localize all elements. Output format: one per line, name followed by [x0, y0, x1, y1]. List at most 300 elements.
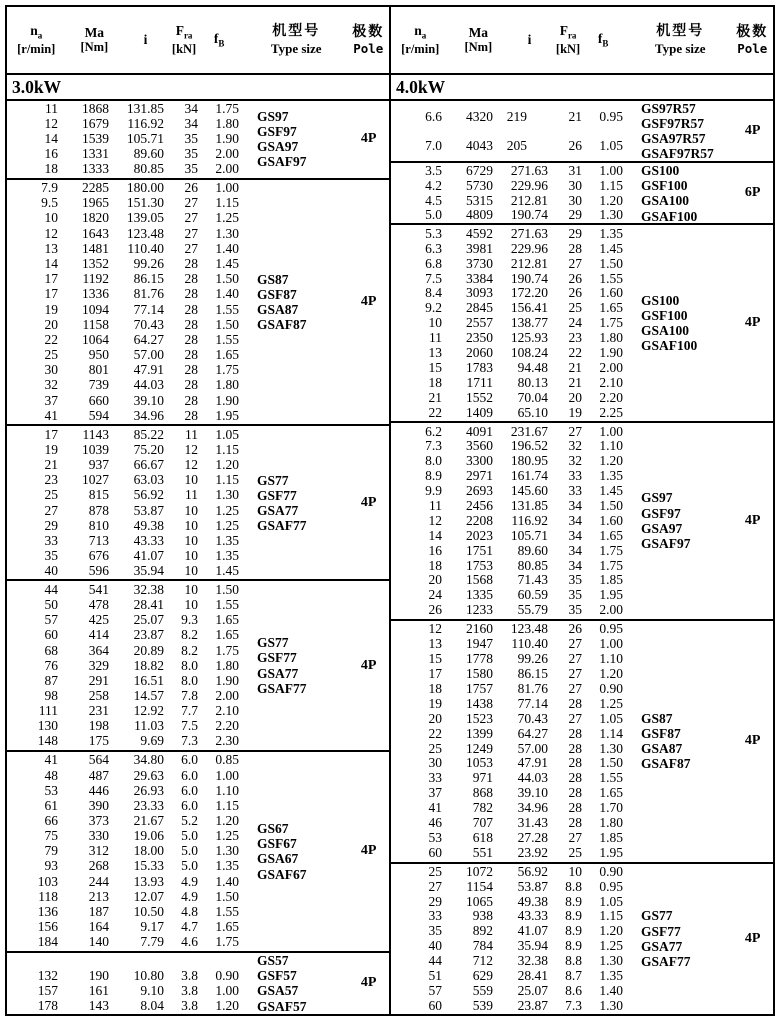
cell-fb: 1.75 — [599, 315, 623, 331]
cell-fra: 34 — [568, 527, 582, 543]
table-row — [7, 582, 247, 597]
cell-fb: 1.25 — [215, 210, 239, 226]
cell-fra: 10 — [184, 547, 198, 563]
cell-i: 145.60 — [510, 483, 548, 499]
col-header-fb — [201, 31, 245, 49]
type-size-label: GSAF77 — [257, 518, 307, 534]
type-size-list — [631, 621, 732, 862]
cell-na: 8.4 — [425, 285, 442, 301]
cell-i: 47.91 — [517, 755, 548, 771]
cell-na: 40 — [428, 938, 442, 954]
cell-i: 27.28 — [517, 830, 548, 846]
cell-fra: 28 — [568, 240, 582, 256]
table-row — [391, 879, 631, 894]
cell-i: 43.33 — [133, 532, 164, 548]
table-row — [7, 317, 247, 332]
cell-fra: 4.9 — [181, 888, 198, 904]
cell-ma: 3730 — [466, 255, 493, 271]
cell-fra: 8.9 — [565, 923, 582, 939]
cell-ma: 810 — [88, 517, 109, 533]
cell-na: 7.5 — [425, 270, 442, 286]
cell-fra: 12 — [184, 442, 198, 458]
cell-fb: 1.40 — [599, 982, 623, 998]
cell-i: 75.20 — [133, 442, 164, 458]
cell-fra: 33 — [568, 483, 582, 499]
cell-na: 6.2 — [425, 423, 442, 439]
cell-i: 116.92 — [511, 512, 548, 528]
cell-fra: 20 — [568, 389, 582, 405]
cell-na: 15 — [428, 651, 442, 667]
col-header-na-unit: [r/min] — [17, 41, 56, 56]
cell-fra: 8.8 — [565, 878, 582, 894]
table-row — [391, 573, 631, 588]
table-row — [391, 256, 631, 271]
cell-fb: 1.45 — [599, 240, 623, 256]
cell-i: 49.38 — [133, 517, 164, 533]
cell-na: 87 — [44, 672, 58, 688]
cell-ma: 5730 — [466, 178, 493, 194]
cell-fb: 2.00 — [599, 359, 623, 375]
cell-ma: 660 — [88, 392, 109, 408]
cell-fra: 4.8 — [181, 903, 198, 919]
cell-fb: 1.90 — [215, 131, 239, 147]
cell-fra: 35 — [184, 161, 198, 177]
col-header-na — [391, 23, 444, 56]
table-row — [7, 829, 247, 844]
table-row — [7, 488, 247, 503]
table-row — [391, 954, 631, 969]
table-row — [391, 301, 631, 316]
cell-fra: 12 — [184, 457, 198, 473]
table-row — [391, 968, 631, 983]
cell-i: 12.07 — [133, 888, 164, 904]
type-size-label: GS87 — [257, 271, 289, 287]
cell-ma: 564 — [88, 752, 109, 768]
table-row — [391, 469, 631, 484]
type-size-label: GS97 — [257, 108, 289, 124]
cell-ma: 425 — [88, 612, 109, 628]
cell-fb: 1.55 — [215, 301, 239, 317]
cell-na: 14 — [428, 527, 442, 543]
cell-na: 6.3 — [425, 240, 442, 256]
table-row — [7, 969, 247, 984]
cell-ma: 161 — [88, 982, 109, 998]
type-size-label: GSF77 — [257, 487, 297, 503]
table-row — [7, 563, 247, 578]
cell-na: 6.6 — [425, 108, 442, 124]
col-header-fb-symbol: $f_B$ — [597, 30, 609, 49]
cell-na: 10 — [44, 210, 58, 226]
cell-i: 26.93 — [133, 782, 164, 798]
cell-na: 33 — [44, 532, 58, 548]
cell-fb: 1.40 — [215, 873, 239, 889]
cell-i: 89.60 — [517, 542, 548, 558]
cell-ma: 1335 — [466, 587, 493, 603]
rating-block — [391, 225, 773, 423]
cell-na: 51 — [428, 967, 442, 983]
cell-fb: 1.85 — [599, 572, 623, 588]
cell-fb: 1.35 — [215, 547, 239, 563]
cell-i: 172.20 — [510, 285, 548, 301]
cell-fb: 0.95 — [599, 621, 623, 637]
cell-i: 77.14 — [517, 695, 548, 711]
cell-ma: 3093 — [466, 285, 493, 301]
cell-na: 53 — [44, 782, 58, 798]
type-size-list — [631, 225, 732, 421]
cell-fb: 1.05 — [599, 893, 623, 909]
cell-ma: 1409 — [466, 404, 493, 420]
cell-ma: 175 — [88, 733, 109, 749]
cell-fra: 7.3 — [565, 997, 582, 1013]
cell-na: 17 — [428, 665, 442, 681]
cell-fra: 27 — [568, 423, 582, 439]
table-row — [7, 889, 247, 904]
cell-fb: 1.55 — [215, 331, 239, 347]
cell-na: 79 — [44, 843, 58, 859]
cell-na: 57 — [44, 612, 58, 628]
type-size-label: GSAF97 — [257, 154, 307, 170]
cell-fra: 27 — [568, 665, 582, 681]
type-size-label: GS67 — [257, 820, 289, 836]
cell-na: 26 — [428, 602, 442, 618]
cell-ma: 1192 — [82, 271, 109, 287]
cell-na: 13 — [428, 344, 442, 360]
rating-rows — [391, 101, 631, 161]
cell-fb: 1.95 — [215, 407, 239, 423]
cell-ma: 937 — [88, 457, 109, 473]
cell-fra: 26 — [568, 137, 582, 153]
rating-rows — [391, 225, 631, 421]
cell-ma: 1333 — [82, 161, 109, 177]
cell-ma: 143 — [88, 997, 109, 1013]
cell-fb: 2.10 — [215, 703, 239, 719]
cell-fra: 8.6 — [565, 982, 582, 998]
type-size-label: GSA77 — [257, 502, 299, 518]
cell-fb: 1.20 — [215, 813, 239, 829]
cell-fb: 1.75 — [599, 557, 623, 573]
cell-fra: 5.0 — [181, 858, 198, 874]
cell-na: 11 — [429, 497, 442, 513]
cell-fb: 1.65 — [215, 612, 239, 628]
cell-fb: 1.45 — [215, 562, 239, 578]
table-row — [391, 360, 631, 375]
cell-ma: 1249 — [466, 740, 493, 756]
cell-i: 180.95 — [510, 453, 548, 469]
cell-na: 8.9 — [425, 468, 442, 484]
table-row — [391, 405, 631, 420]
cell-fra: 28 — [568, 695, 582, 711]
cell-na: 20 — [428, 710, 442, 726]
cell-fra: 34 — [568, 542, 582, 558]
cell-ma: 878 — [88, 502, 109, 518]
rating-rows — [7, 752, 247, 951]
cell-i: 94.48 — [517, 359, 548, 375]
cell-fra: 34 — [568, 512, 582, 528]
table-half-40kw — [391, 7, 773, 1014]
cell-ma: 4320 — [466, 108, 493, 124]
type-size-label: GSA77 — [257, 665, 299, 681]
cell-fb: 1.80 — [215, 657, 239, 673]
cell-na: 157 — [37, 982, 58, 998]
cell-i: 14.57 — [133, 687, 164, 703]
cell-fra: 25 — [568, 300, 582, 316]
cell-ma: 539 — [472, 997, 493, 1013]
col-header-na-unit: [r/min] — [401, 41, 440, 56]
type-size-label: GSA87 — [641, 741, 683, 757]
cell-fb: 1.00 — [215, 767, 239, 783]
cell-fb: 1.20 — [215, 997, 239, 1013]
table-row — [391, 346, 631, 361]
cell-na: 10 — [428, 315, 442, 331]
pole-label: 4P — [360, 975, 377, 991]
cell-fra: 27 — [568, 830, 582, 846]
cell-fb: 1.10 — [599, 651, 623, 667]
col-header-type-size-en: Type size — [270, 40, 322, 56]
cell-fra: 29 — [568, 207, 582, 223]
cell-na: 68 — [44, 642, 58, 658]
cell-i: 32.38 — [133, 582, 164, 598]
cell-i: 105.71 — [126, 131, 164, 147]
cell-fra: 29 — [568, 225, 582, 241]
cell-fb: 1.20 — [599, 665, 623, 681]
rating-block — [7, 180, 389, 427]
cell-i: 34.96 — [517, 800, 548, 816]
pole-label: 4P — [744, 123, 761, 139]
table-row — [7, 658, 247, 673]
cell-i: 151.30 — [126, 195, 164, 211]
cell-fb: 2.30 — [215, 733, 239, 749]
cell-na: 60 — [428, 845, 442, 861]
cell-fra: 33 — [568, 468, 582, 484]
cell-na: 8.0 — [425, 453, 442, 469]
table-row — [391, 138, 631, 154]
col-header-type-size-cn: 机型号 — [272, 23, 321, 40]
cell-i: 12.92 — [133, 703, 164, 719]
cell-fra: 27 — [568, 680, 582, 696]
cell-fra: 8.2 — [181, 642, 198, 658]
cell-fra: 28 — [184, 301, 198, 317]
cell-i: 212.81 — [510, 192, 548, 208]
cell-i: 63.03 — [133, 472, 164, 488]
cell-fb: 1.35 — [599, 468, 623, 484]
gear-motor-rating-table — [5, 5, 775, 1016]
cell-fb: 1.55 — [599, 770, 623, 786]
col-header-ma — [444, 25, 492, 56]
cell-ma: 312 — [88, 843, 109, 859]
table-row — [391, 603, 631, 618]
cell-ma: 4043 — [466, 137, 493, 153]
cell-i: 44.03 — [133, 377, 164, 393]
cell-fb: 1.50 — [599, 497, 623, 513]
cell-ma: 364 — [88, 642, 109, 658]
pole-label: 6P — [744, 185, 761, 201]
cell-na: 40 — [44, 562, 58, 578]
cell-i: 229.96 — [510, 240, 548, 256]
cell-fb: 1.75 — [215, 101, 239, 117]
type-size-label: GSAF77 — [257, 680, 307, 696]
cell-ma: 2350 — [466, 330, 493, 346]
cell-na: 30 — [44, 362, 58, 378]
cell-na: 17 — [44, 426, 58, 442]
col-header-pole-en: Pole — [737, 41, 768, 57]
cell-fra: 11 — [185, 487, 198, 503]
type-size-label: GSAF100 — [641, 338, 698, 354]
cell-ma: 784 — [472, 938, 493, 954]
cell-i: 11.03 — [134, 718, 164, 734]
cell-fra: 28 — [184, 271, 198, 287]
table-row — [391, 286, 631, 301]
cell-ma: 2285 — [82, 180, 109, 196]
rating-block — [7, 101, 389, 180]
cell-i: 55.79 — [517, 602, 548, 618]
cell-na: 9.9 — [425, 483, 442, 499]
cell-ma: 4809 — [466, 207, 493, 223]
cell-fb: 1.55 — [599, 270, 623, 286]
cell-fra: 28 — [568, 770, 582, 786]
cell-fra: 28 — [184, 392, 198, 408]
cell-fra: 28 — [184, 331, 198, 347]
cell-fb: 1.80 — [599, 330, 623, 346]
cell-fra: 28 — [568, 785, 582, 801]
rating-block — [391, 101, 773, 163]
cell-ma: 4091 — [466, 423, 493, 439]
col-header-ma — [60, 25, 108, 56]
cell-fra: 7.5 — [181, 718, 198, 734]
cell-fra: 28 — [568, 740, 582, 756]
cell-ma: 1820 — [82, 210, 109, 226]
cell-fra: 6.0 — [181, 767, 198, 783]
cell-i: 64.27 — [133, 331, 164, 347]
col-header-type-size-cn: 机型号 — [656, 23, 705, 40]
table-row — [7, 256, 247, 271]
col-header-ma-unit: [Nm] — [464, 40, 493, 55]
cell-na: 5.0 — [425, 207, 442, 223]
table-row — [7, 473, 247, 488]
cell-na: 27 — [428, 878, 442, 894]
cell-i: 180.00 — [126, 180, 164, 196]
cell-fra: 4.7 — [181, 919, 198, 935]
cell-na: 19 — [428, 695, 442, 711]
cell-i: 131.85 — [510, 497, 548, 513]
cell-na: 11 — [429, 330, 442, 346]
table-row — [7, 874, 247, 889]
cell-fra: 6.0 — [181, 782, 198, 798]
cell-na: 9.2 — [425, 300, 442, 316]
cell-fra: 34 — [184, 116, 198, 132]
pole-label: 4P — [744, 315, 761, 331]
cell-i: 86.15 — [517, 665, 548, 681]
cell-fra: 21 — [568, 359, 582, 375]
cell-na: 60 — [44, 627, 58, 643]
cell-na: 18 — [428, 374, 442, 390]
cell-i: 219 — [506, 108, 527, 124]
cell-i: 271.63 — [510, 163, 548, 179]
cell-i: 156.41 — [510, 300, 548, 316]
table-row — [391, 424, 631, 439]
table-row — [7, 983, 247, 998]
cell-na: 111 — [38, 703, 58, 719]
cell-ma: 1643 — [82, 225, 109, 241]
cell-fra: 27 — [568, 651, 582, 667]
cell-i: 39.10 — [517, 785, 548, 801]
cell-fb: 1.25 — [215, 517, 239, 533]
cell-fb: 2.00 — [215, 161, 239, 177]
cell-fb: 2.00 — [215, 687, 239, 703]
cell-na: 37 — [428, 785, 442, 801]
cell-na: 33 — [428, 770, 442, 786]
table-row — [391, 894, 631, 909]
cell-fb: 1.50 — [215, 582, 239, 598]
cell-fb: 1.80 — [215, 377, 239, 393]
cell-ma: 1039 — [82, 442, 109, 458]
cell-ma: 541 — [88, 582, 109, 598]
type-size-label: GS77 — [641, 908, 673, 924]
cell-fra: 8.0 — [181, 657, 198, 673]
cell-ma: 478 — [88, 597, 109, 613]
rating-rows — [391, 864, 631, 1015]
type-size-list — [631, 163, 732, 223]
cell-ma: 1143 — [82, 426, 109, 442]
cell-ma: 1064 — [82, 331, 109, 347]
cell-fra: 9.3 — [181, 612, 198, 628]
cell-ma: 1481 — [82, 240, 109, 256]
cell-fra: 23 — [568, 330, 582, 346]
type-size-label: GSF57 — [257, 968, 297, 984]
cell-ma: 801 — [88, 362, 109, 378]
pole-label: 4P — [360, 843, 377, 859]
type-size-label: GSAF97R57 — [641, 146, 714, 162]
cell-fb: 1.05 — [599, 137, 623, 153]
table-row — [7, 332, 247, 347]
cell-fb: 1.40 — [215, 286, 239, 302]
cell-fb: 1.55 — [215, 903, 239, 919]
table-row — [7, 628, 247, 643]
cell-ma: 1778 — [466, 651, 493, 667]
cell-i: 18.82 — [133, 657, 164, 673]
type-size-label: GSF77 — [257, 650, 297, 666]
column-header-row — [391, 7, 773, 75]
cell-i: 39.10 — [133, 392, 164, 408]
table-row — [391, 924, 631, 939]
cell-fb: 2.25 — [599, 404, 623, 420]
table-row — [7, 132, 247, 147]
col-header-i — [492, 32, 548, 48]
table-row — [7, 117, 247, 132]
cell-ma: 712 — [472, 953, 493, 968]
cell-fb: 1.15 — [599, 178, 623, 194]
table-row — [391, 513, 631, 528]
cell-i: 138.77 — [510, 315, 548, 331]
cell-fra: 31 — [568, 163, 582, 179]
col-header-type-size — [629, 23, 732, 56]
table-row — [7, 904, 247, 919]
cell-fb: 1.50 — [215, 271, 239, 287]
table-row — [7, 181, 247, 196]
col-header-ma-symbol: Ma — [84, 24, 105, 40]
cell-i: 49.38 — [517, 893, 548, 909]
cell-i: 35.94 — [517, 938, 548, 954]
rating-block — [7, 581, 389, 751]
cell-ma: 1965 — [82, 195, 109, 211]
cell-na: 22 — [428, 725, 442, 741]
cell-ma: 1757 — [466, 680, 493, 696]
cell-i: 8.04 — [140, 997, 164, 1013]
cell-fra: 4.6 — [181, 934, 198, 950]
cell-i: 25.07 — [133, 612, 164, 628]
type-size-label: GS57 — [257, 952, 289, 968]
type-size-list — [247, 180, 348, 425]
cell-i: 18.00 — [133, 843, 164, 859]
